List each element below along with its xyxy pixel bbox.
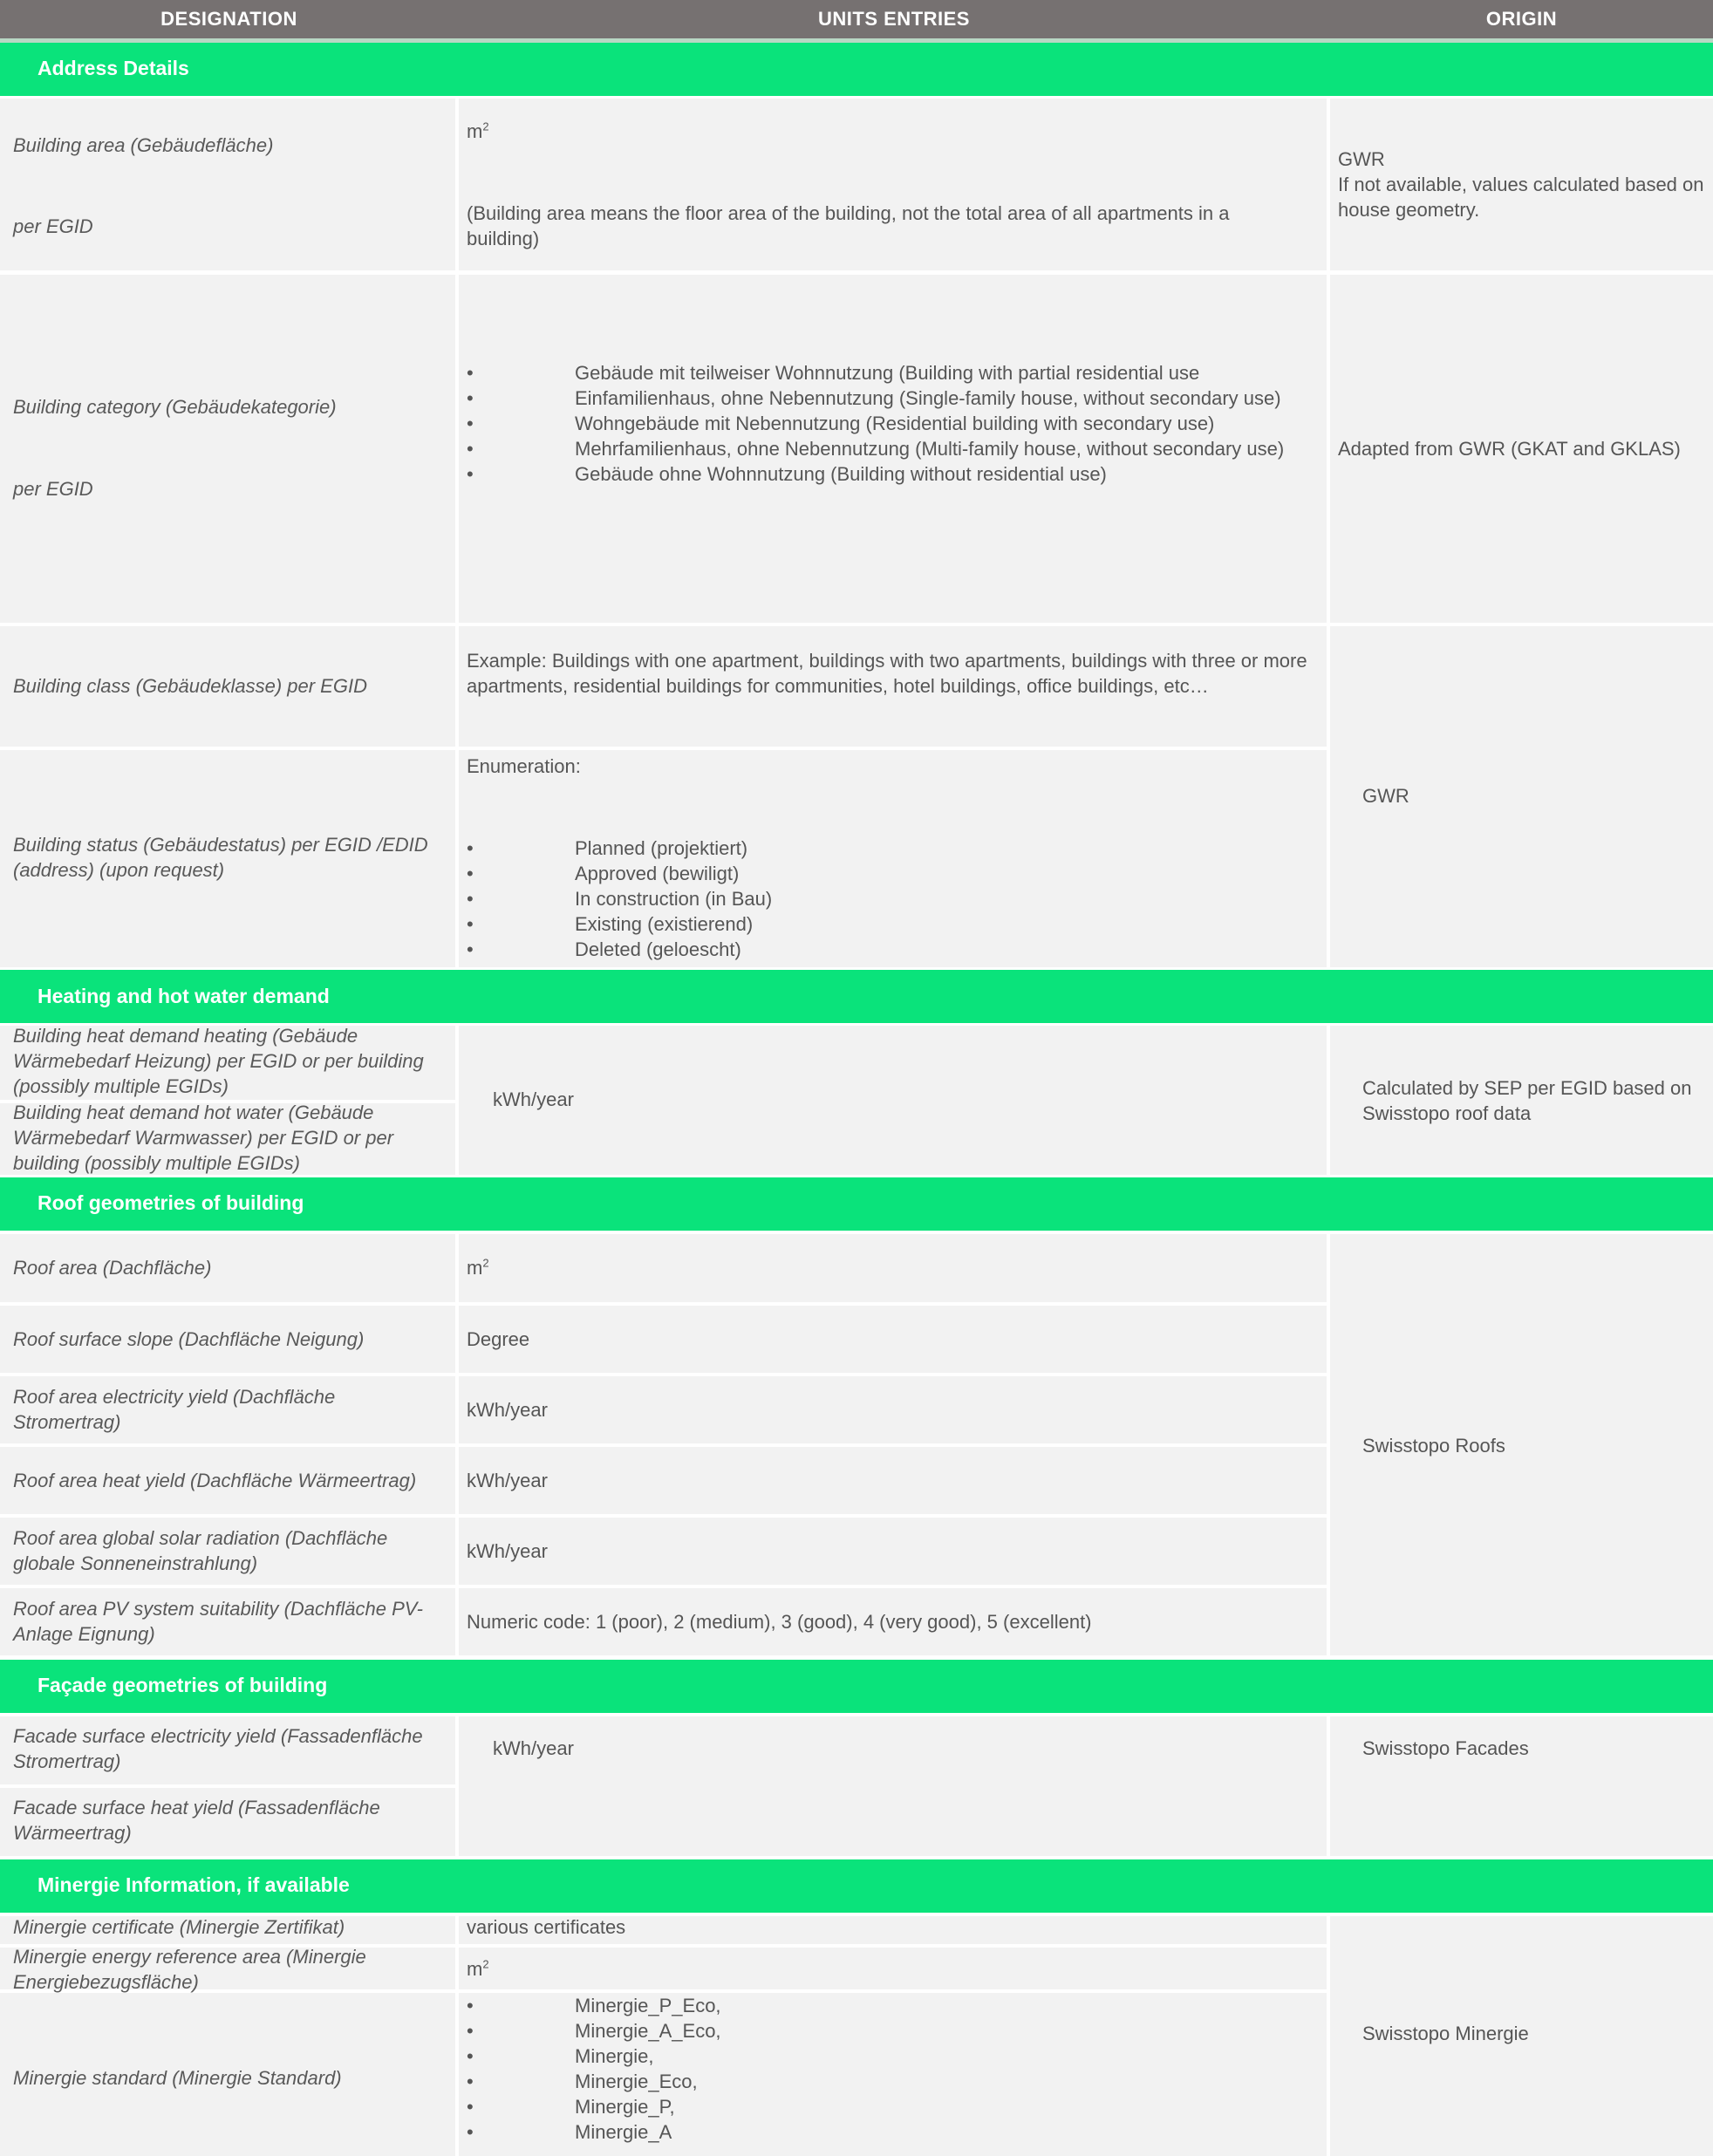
building-area-egid: per EGID — [13, 215, 93, 237]
col-units-header: UNITS ENTRIES — [818, 8, 970, 30]
cell-roof-electricity-label — [0, 1376, 455, 1443]
facade-unit: kWh/year — [493, 1737, 574, 1759]
cell-facade-electricity-label — [0, 1716, 455, 1784]
list-item: • Minergie_A_Eco, — [467, 2018, 1308, 2043]
roof-heat-label: Roof area heat yield (Dachfläche Wärmeertrag) — [13, 1470, 417, 1491]
minergie-standard-label: Minergie standard (Minergie Standard) — [13, 2067, 342, 2089]
col-origin-header: ORIGIN — [1485, 8, 1558, 30]
roof-radiation-unit: kWh/year — [467, 1540, 548, 1562]
list-item: • Gebäude mit teilweiser Wohnnutzung (Building with partial residential use — [467, 360, 1308, 385]
roof-area-unit: $m^2$ — [467, 1256, 489, 1279]
cell-facade-origin — [1330, 1716, 1713, 1856]
cell-roof-heat-unit — [459, 1447, 1327, 1514]
cell-minergie-standard-label — [0, 1993, 455, 2156]
cell-roof-heat-label — [0, 1447, 455, 1514]
cell-facade-unit — [459, 1716, 1327, 1856]
roof-area-label: Roof area (Dachfläche) — [13, 1257, 212, 1279]
building-status-label: Building status (Gebäudestatus) per EGID /EDID (address) (upon request) — [13, 834, 428, 881]
cell-building-area-origin — [1330, 99, 1713, 270]
list-item: • Approved (bewiligt) — [467, 861, 1308, 886]
facade-electricity-label: Facade surface electricity yield (Fassadenfläche Stromertrag) — [13, 1725, 423, 1772]
building-class-example: Example: Buildings with one apartment, buildings with two apartments, buildings with three or more apartments, residential buildings for communities, hotel buildings, office buildings, etc… — [467, 650, 1307, 697]
cell-building-category-label — [0, 275, 455, 623]
building-category-egid: per EGID — [13, 478, 93, 500]
building-category-origin: Adapted from GWR (GKAT and GKLAS) — [1338, 438, 1681, 460]
cell-building-class-label — [0, 626, 455, 747]
roof-slope-unit: Degree — [467, 1328, 530, 1350]
list-item: • Wohngebäude mit Nebennutzung (Residential building with secondary use) — [467, 411, 1308, 436]
facade-origin: Swisstopo Facades — [1362, 1737, 1529, 1759]
cell-building-status-label — [0, 750, 455, 967]
cell-roof-pv-unit — [459, 1588, 1327, 1655]
minergie-origin: Swisstopo Minergie — [1362, 2023, 1529, 2044]
minergie-area-label: Minergie energy reference area (Minergie Energiebezugsfläche) — [13, 1946, 366, 1993]
list-item: • Existing (existierend) — [467, 911, 1308, 937]
cell-building-category-values — [459, 275, 1327, 623]
roof-electricity-label: Roof area electricity yield (Dachfläche Stromertrag) — [13, 1386, 336, 1433]
cell-heat-demand-unit — [459, 1026, 1327, 1175]
cell-roof-slope-label — [0, 1306, 455, 1373]
cell-roof-radiation-unit — [459, 1518, 1327, 1585]
cell-roof-electricity-unit — [459, 1376, 1327, 1443]
table-header — [0, 0, 1713, 38]
cell-roof-origin — [1330, 1234, 1713, 1655]
list-item: • Deleted (geloescht) — [467, 937, 1308, 962]
building-area-origin-note: If not available, values calculated based on house geometry. — [1338, 174, 1704, 221]
section-facade: Façade geometries of building — [0, 1660, 1713, 1713]
building-area-origin-source: GWR — [1338, 148, 1385, 170]
cell-roof-area-label — [0, 1234, 455, 1302]
heat-demand-origin: Calculated by SEP per EGID based on Swisstopo roof data — [1362, 1077, 1692, 1124]
cell-minergie-area-unit — [459, 1948, 1327, 1989]
list-item: • Einfamilienhaus, ohne Nebennutzung (Single-family house, without secondary use) — [467, 385, 1308, 411]
section-address-details: Address Details — [0, 43, 1713, 96]
cell-building-category-origin — [1330, 275, 1713, 623]
list-item: • Gebäude ohne Wohnnutzung (Building without residential use) — [467, 461, 1308, 487]
building-area-label: Building area (Gebäudefläche) — [13, 134, 274, 156]
section-heating: Heating and hot water demand — [0, 970, 1713, 1023]
cell-heat-demand-heating-label — [0, 1026, 455, 1100]
building-category-list — [467, 360, 1308, 487]
cell-heat-demand-water-label — [0, 1103, 455, 1175]
cell-building-class-example — [459, 626, 1327, 747]
building-class-label: Building class (Gebäudeklasse) per EGID — [13, 675, 367, 697]
list-item: • In construction (in Bau) — [467, 886, 1308, 911]
cell-minergie-standard-values — [459, 1993, 1327, 2156]
building-area-unit: $m^2$ — [467, 119, 489, 142]
cell-roof-slope-unit — [459, 1306, 1327, 1373]
col-designation-header: DESIGNATION — [160, 8, 297, 30]
section-minergie: Minergie Information, if available — [0, 1859, 1713, 1913]
cell-minergie-area-label — [0, 1946, 455, 1993]
cell-minergie-origin — [1330, 1916, 1713, 2156]
section-roof: Roof geometries of building — [0, 1177, 1713, 1231]
list-item: • Minergie, — [467, 2043, 1308, 2069]
roof-heat-unit: kWh/year — [467, 1470, 548, 1491]
cell-minergie-cert-value — [459, 1916, 1327, 1944]
class-status-origin: GWR — [1362, 785, 1409, 807]
heat-demand-heating-label: Building heat demand heating (Gebäude Wärmebedarf Heizung) per EGID or per building (possibly multiple EGIDs) — [13, 1025, 424, 1097]
cell-facade-heat-label — [0, 1788, 455, 1856]
list-item: • Minergie_P_Eco, — [467, 1993, 1308, 2018]
cell-building-status-values — [459, 750, 1327, 967]
cell-roof-pv-label — [0, 1588, 455, 1655]
cell-class-status-origin — [1330, 626, 1713, 967]
cell-roof-radiation-label — [0, 1518, 455, 1585]
minergie-cert-label: Minergie certificate (Minergie Zertifikat) — [13, 1916, 345, 1938]
cell-building-area-label — [0, 99, 455, 270]
list-item: • Minergie_P, — [467, 2094, 1308, 2119]
building-area-note: (Building area means the floor area of the building, not the total area of all apartments in a building) — [467, 202, 1230, 249]
list-item: • Mehrfamilienhaus, ohne Nebennutzung (Multi-family house, without secondary use) — [467, 436, 1308, 461]
list-item: • Planned (projektiert) — [467, 836, 1308, 861]
list-item: • Minergie_A — [467, 2119, 1308, 2145]
building-status-list — [467, 836, 1308, 962]
list-item: • Minergie_Eco, — [467, 2069, 1308, 2094]
minergie-cert-value: various certificates — [467, 1916, 626, 1938]
cell-heat-demand-origin — [1330, 1026, 1713, 1175]
roof-electricity-unit: kWh/year — [467, 1399, 548, 1421]
minergie-standard-list — [467, 1993, 1308, 2145]
heat-demand-water-label: Building heat demand hot water (Gebäude Wärmebedarf Warmwasser) per EGID or per building (possibly multiple EGIDs) — [13, 1102, 394, 1174]
heat-demand-unit: kWh/year — [493, 1088, 574, 1110]
roof-pv-label: Roof area PV system suitability (Dachfläche PV-Anlage Eignung) — [13, 1598, 423, 1645]
roof-slope-label: Roof surface slope (Dachfläche Neigung) — [13, 1328, 365, 1350]
minergie-area-unit: $m^2$ — [467, 1957, 489, 1980]
facade-heat-label: Facade surface heat yield (Fassadenfläche Wärmeertrag) — [13, 1797, 380, 1844]
roof-radiation-label: Roof area global solar radiation (Dachfläche globale Sonneneinstrahlung) — [13, 1527, 388, 1574]
roof-pv-unit: Numeric code: 1 (poor), 2 (medium), 3 (good), 4 (very good), 5 (excellent) — [467, 1611, 1092, 1633]
roof-origin: Swisstopo Roofs — [1362, 1435, 1505, 1457]
cell-roof-area-unit — [459, 1234, 1327, 1302]
cell-minergie-cert-label — [0, 1916, 455, 1944]
cell-building-area-unit — [459, 99, 1327, 270]
building-category-label: Building category (Gebäudekategorie) — [13, 396, 337, 418]
building-status-enum-label: Enumeration: — [467, 755, 581, 777]
